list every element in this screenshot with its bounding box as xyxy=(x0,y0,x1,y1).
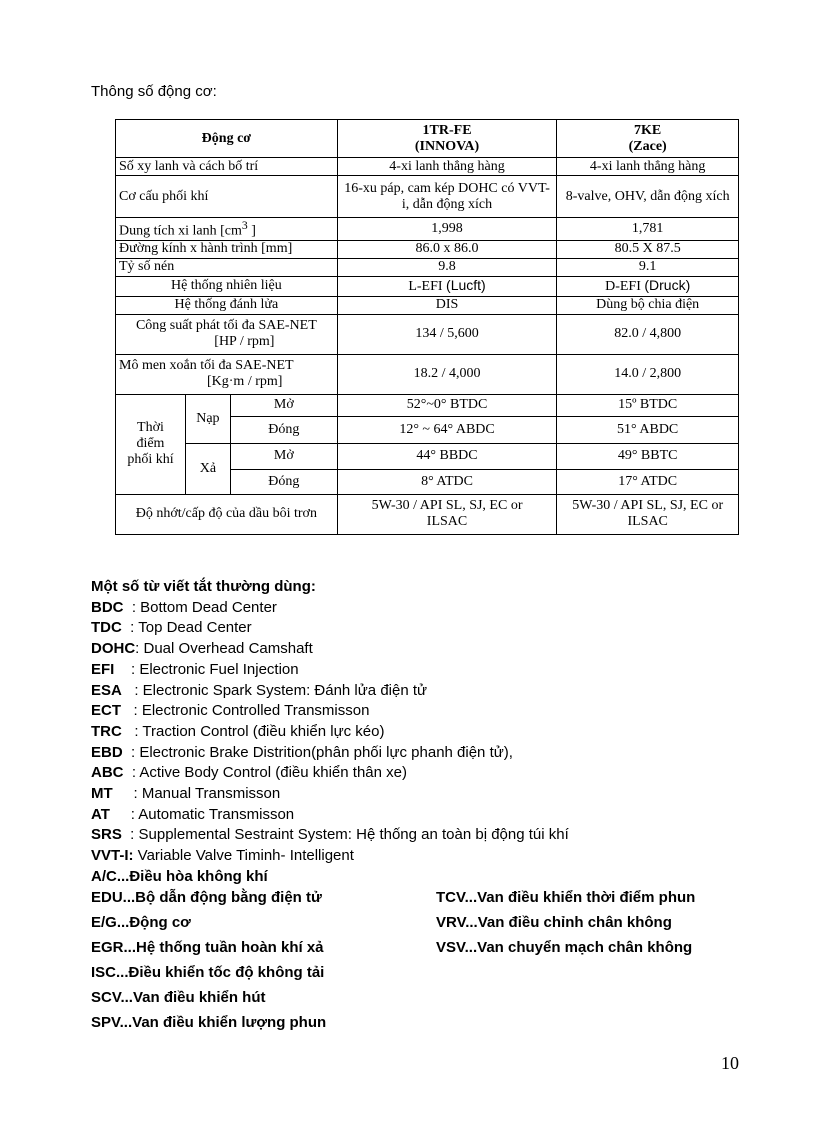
table-row: Dung tích xi lanh [$cm^3$ ] 1,998 1,781 xyxy=(116,218,739,241)
abbreviation-item: AT : Automatic Transmisson xyxy=(91,805,295,823)
abbreviation-item: TDC : Top Dead Center xyxy=(91,619,252,637)
code-item: EGR...Hệ thống tuần hoàn khí xả xyxy=(91,939,324,956)
table-header-row xyxy=(116,120,739,158)
abbreviation-item: MT : Manual Transmisson xyxy=(91,785,281,803)
abbreviation-item: TRC : Traction Control (điều khiển lực kéo) xyxy=(91,722,385,740)
header-7ke: 7KE (Zace) xyxy=(557,120,739,158)
table-row: Độ nhớt/cấp độ của dầu bôi trơn 5W-30 / API SL, SJ, EC or ILSAC 5W-30 / API SL, SJ, EC or ILSAC xyxy=(116,494,739,534)
abbreviation-list xyxy=(91,577,569,888)
timing-row: Đóng 12° ~ 64° ABDC 51° ABDC xyxy=(116,416,739,443)
header-1tr-fe: 1TR-FE (INNOVA) xyxy=(337,120,557,158)
abbreviation-item: VVT-I: Variable Valve Timinh- Intelligent xyxy=(91,847,354,865)
table-row: Mô men xoắn tối đa SAE-NET [Kg·m / rpm] 18.2 / 4,000 14.0 / 2,800 xyxy=(116,354,739,394)
page-number: 10 xyxy=(721,1053,739,1073)
code-item: VRV...Van điều chỉnh chân không xyxy=(436,914,672,931)
table-row: Công suất phát tối đa SAE-NET [HP / rpm] 134 / 5,600 82.0 / 4,800 xyxy=(116,314,739,354)
header-engine: Động cơ xyxy=(116,120,338,158)
code-item: E/G...Động cơ xyxy=(91,914,191,931)
abbreviation-item: ECT : Electronic Controlled Transmisson xyxy=(91,702,370,720)
codes-right-list xyxy=(436,885,695,960)
abbreviation-item: BDC : Bottom Dead Center xyxy=(91,598,277,616)
code-item: TCV...Van điều khiển thời điểm phun xyxy=(436,889,696,906)
code-item: VSV...Van chuyển mạch chân không xyxy=(436,939,693,956)
section-heading: Thông số động cơ: xyxy=(91,83,217,100)
abbreviation-item: EBD : Electronic Brake Distrition(phân phối lực phanh điện tử), xyxy=(91,743,513,761)
timing-row: Đóng 8° ATDC 17° ATDC xyxy=(116,469,739,494)
table-row: Hệ thống đánh lửa DIS Dùng bộ chia điện xyxy=(116,296,739,314)
timing-row: Thời điểm phối khí Nạp Mở 52°~0° BTDC 15º BTDC xyxy=(116,394,739,416)
code-item: SCV...Van điều khiển hút xyxy=(91,989,266,1006)
table-row: Đường kính x hành trình [mm] 86.0 x 86.0 80.5 X 87.5 xyxy=(116,240,739,258)
table-row: Hệ thống nhiên liệu L-EFI (Lucft) D-EFI (Druck) xyxy=(116,276,739,296)
abbreviation-item: ABC : Active Body Control (điều khiển thân xe) xyxy=(91,764,407,782)
table-row: Cơ cấu phối khí 16-xu páp, cam kép DOHC có VVT-i, dẫn động xích 8-valve, OHV, dẫn động xích xyxy=(116,176,739,218)
abbreviation-title: Một số từ viết tắt thường dùng: xyxy=(91,578,316,595)
code-item: ISC...Điều khiển tốc độ không tải xyxy=(91,964,325,981)
abbreviation-item: ESA : Electronic Spark System: Đánh lửa điện tử xyxy=(91,681,428,699)
codes-left-list xyxy=(91,885,326,1035)
code-item: SPV...Van điều khiển lượng phun xyxy=(91,1014,327,1031)
table-row: Số xy lanh và cách bố trí 4-xi lanh thẳng hàng 4-xi lanh thẳng hàng xyxy=(116,158,739,176)
timing-label: Thời điểm phối khí xyxy=(116,394,186,494)
abbreviation-ac: A/C...Điều hòa không khí xyxy=(91,867,268,885)
abbreviation-item: EFI : Electronic Fuel Injection xyxy=(91,660,299,678)
abbreviation-item: DOHC: Dual Overhead Camshaft xyxy=(91,640,313,658)
abbreviation-item: SRS : Supplemental Sestraint System: Hệ thống an toàn bị động túi khí xyxy=(91,826,569,844)
engine-spec-table xyxy=(115,119,739,535)
code-item: EDU...Bộ dẫn động bằng điện tử xyxy=(91,889,322,906)
table-row: Tỷ số nén 9.8 9.1 xyxy=(116,258,739,276)
timing-row: Xả Mở 44° BBDC 49° BBTC xyxy=(116,443,739,469)
